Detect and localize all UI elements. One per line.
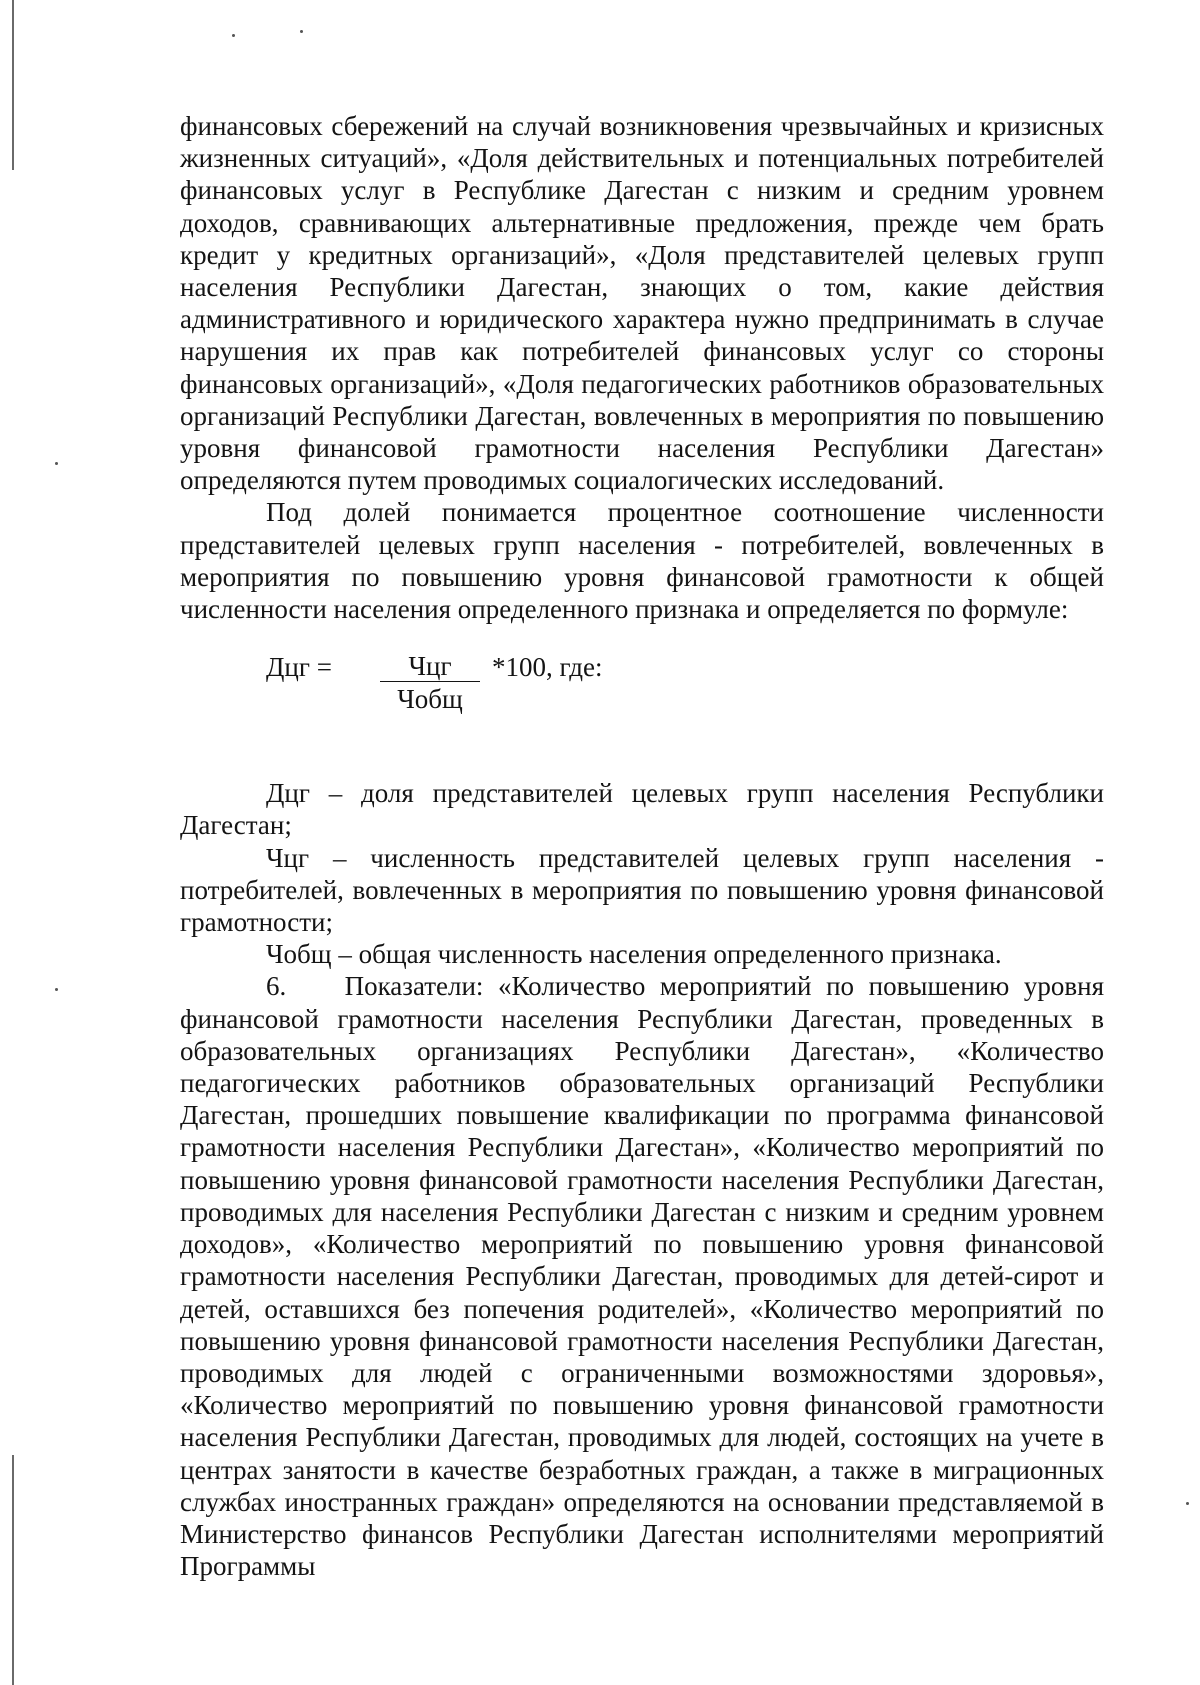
paragraph-indicators-intro: финансовых сбережений на случай возникновения чрезвычайных и кризисных жизненных ситуаций», «Доля действительных и потенциальных потребителей финансовых услуг в Республике Дагестан с низким и средним уровнем доходов, сравнивающих альтернативные предложения, прежде чем брать кредит у кредитных организаций», «Доля представителей целевых групп населения Республики Дагестан, знающих о том, какие действия административного и юридического характера нужно предпринимать в случае нарушения их прав как потребителей финансовых услуг со стороны финансовых организаций», «Доля педагогических работников образовательных организаций Республики Дагестан, вовлеченных в мероприятия по повышению уровня финансовой грамотности населения Республики Дагестан» определяются путем проводимых социалогических исследований. <box>180 111 1104 496</box>
scan-edge-bottom <box>12 1455 14 1685</box>
scan-speck <box>300 30 303 33</box>
scan-speck <box>1186 1502 1189 1505</box>
formula-multiplier: *100, где: <box>492 652 603 683</box>
definition-chcg: Чцг – численность представителей целевых групп населения - потребителей, вовлеченных в мероприятия по повышению уровня финансовой грамотности; <box>180 842 1104 938</box>
scan-edge-top <box>12 0 14 170</box>
scan-speck <box>55 462 58 465</box>
document-body <box>180 110 1104 1582</box>
formula-lhs: Дцг = <box>266 652 332 683</box>
paragraph-share-definition: Под долей понимается процентное соотношение численности представителей целевых групп населения - потребителей, вовлеченных в мероприятия по повышению уровня финансовой грамотности к общей численности населения определенного признака и определяется по формуле: <box>180 497 1104 625</box>
formula-numerator: Чцг <box>380 651 480 682</box>
paragraph-section-6: 6. Показатели: «Количество мероприятий по повышению уровня финансовой грамотности населения Республики Дагестан, проведенных в образовательных организациях Республики Дагестан», «Количество педагогических работников образовательных организаций Республики Дагестан, прошедших повышение квалификации по программа финансовой грамотности населения Республики Дагестан», «Количество мероприятий по повышению уровня финансовой грамотности населения Республики Дагестан, проводимых для населения Республики Дагестан с низким и средним уровнем доходов», «Количество мероприятий по повышению уровня финансовой грамотности населения Республики Дагестан, проводимых для детей-сирот и детей, оставшихся без попечения родителей», «Количество мероприятий по повышению уровня финансовой грамотности населения Республики Дагестан, проводимых для людей с ограниченными возможностями здоровья», «Количество мероприятий по повышению уровня финансовой грамотности населения Республики Дагестан, проводимых для людей, состоящих на учете в центрах занятости в качестве безработных граждан, а также в миграционных службах иностранных граждан» определяются на основании представляемой в Министерство финансов Республики Дагестан исполнителями мероприятий Программы <box>180 971 1104 1582</box>
definition-dcg: Дцг – доля представителей целевых групп населения Республики Дагестан; <box>180 778 1104 841</box>
scan-speck <box>55 988 58 991</box>
scan-speck <box>232 34 235 37</box>
share-formula <box>180 651 1104 747</box>
formula-fraction <box>380 651 480 716</box>
definition-chobshch: Чобщ – общая численность населения определенного признака. <box>266 939 1002 970</box>
formula-denominator: Чобщ <box>397 684 463 715</box>
